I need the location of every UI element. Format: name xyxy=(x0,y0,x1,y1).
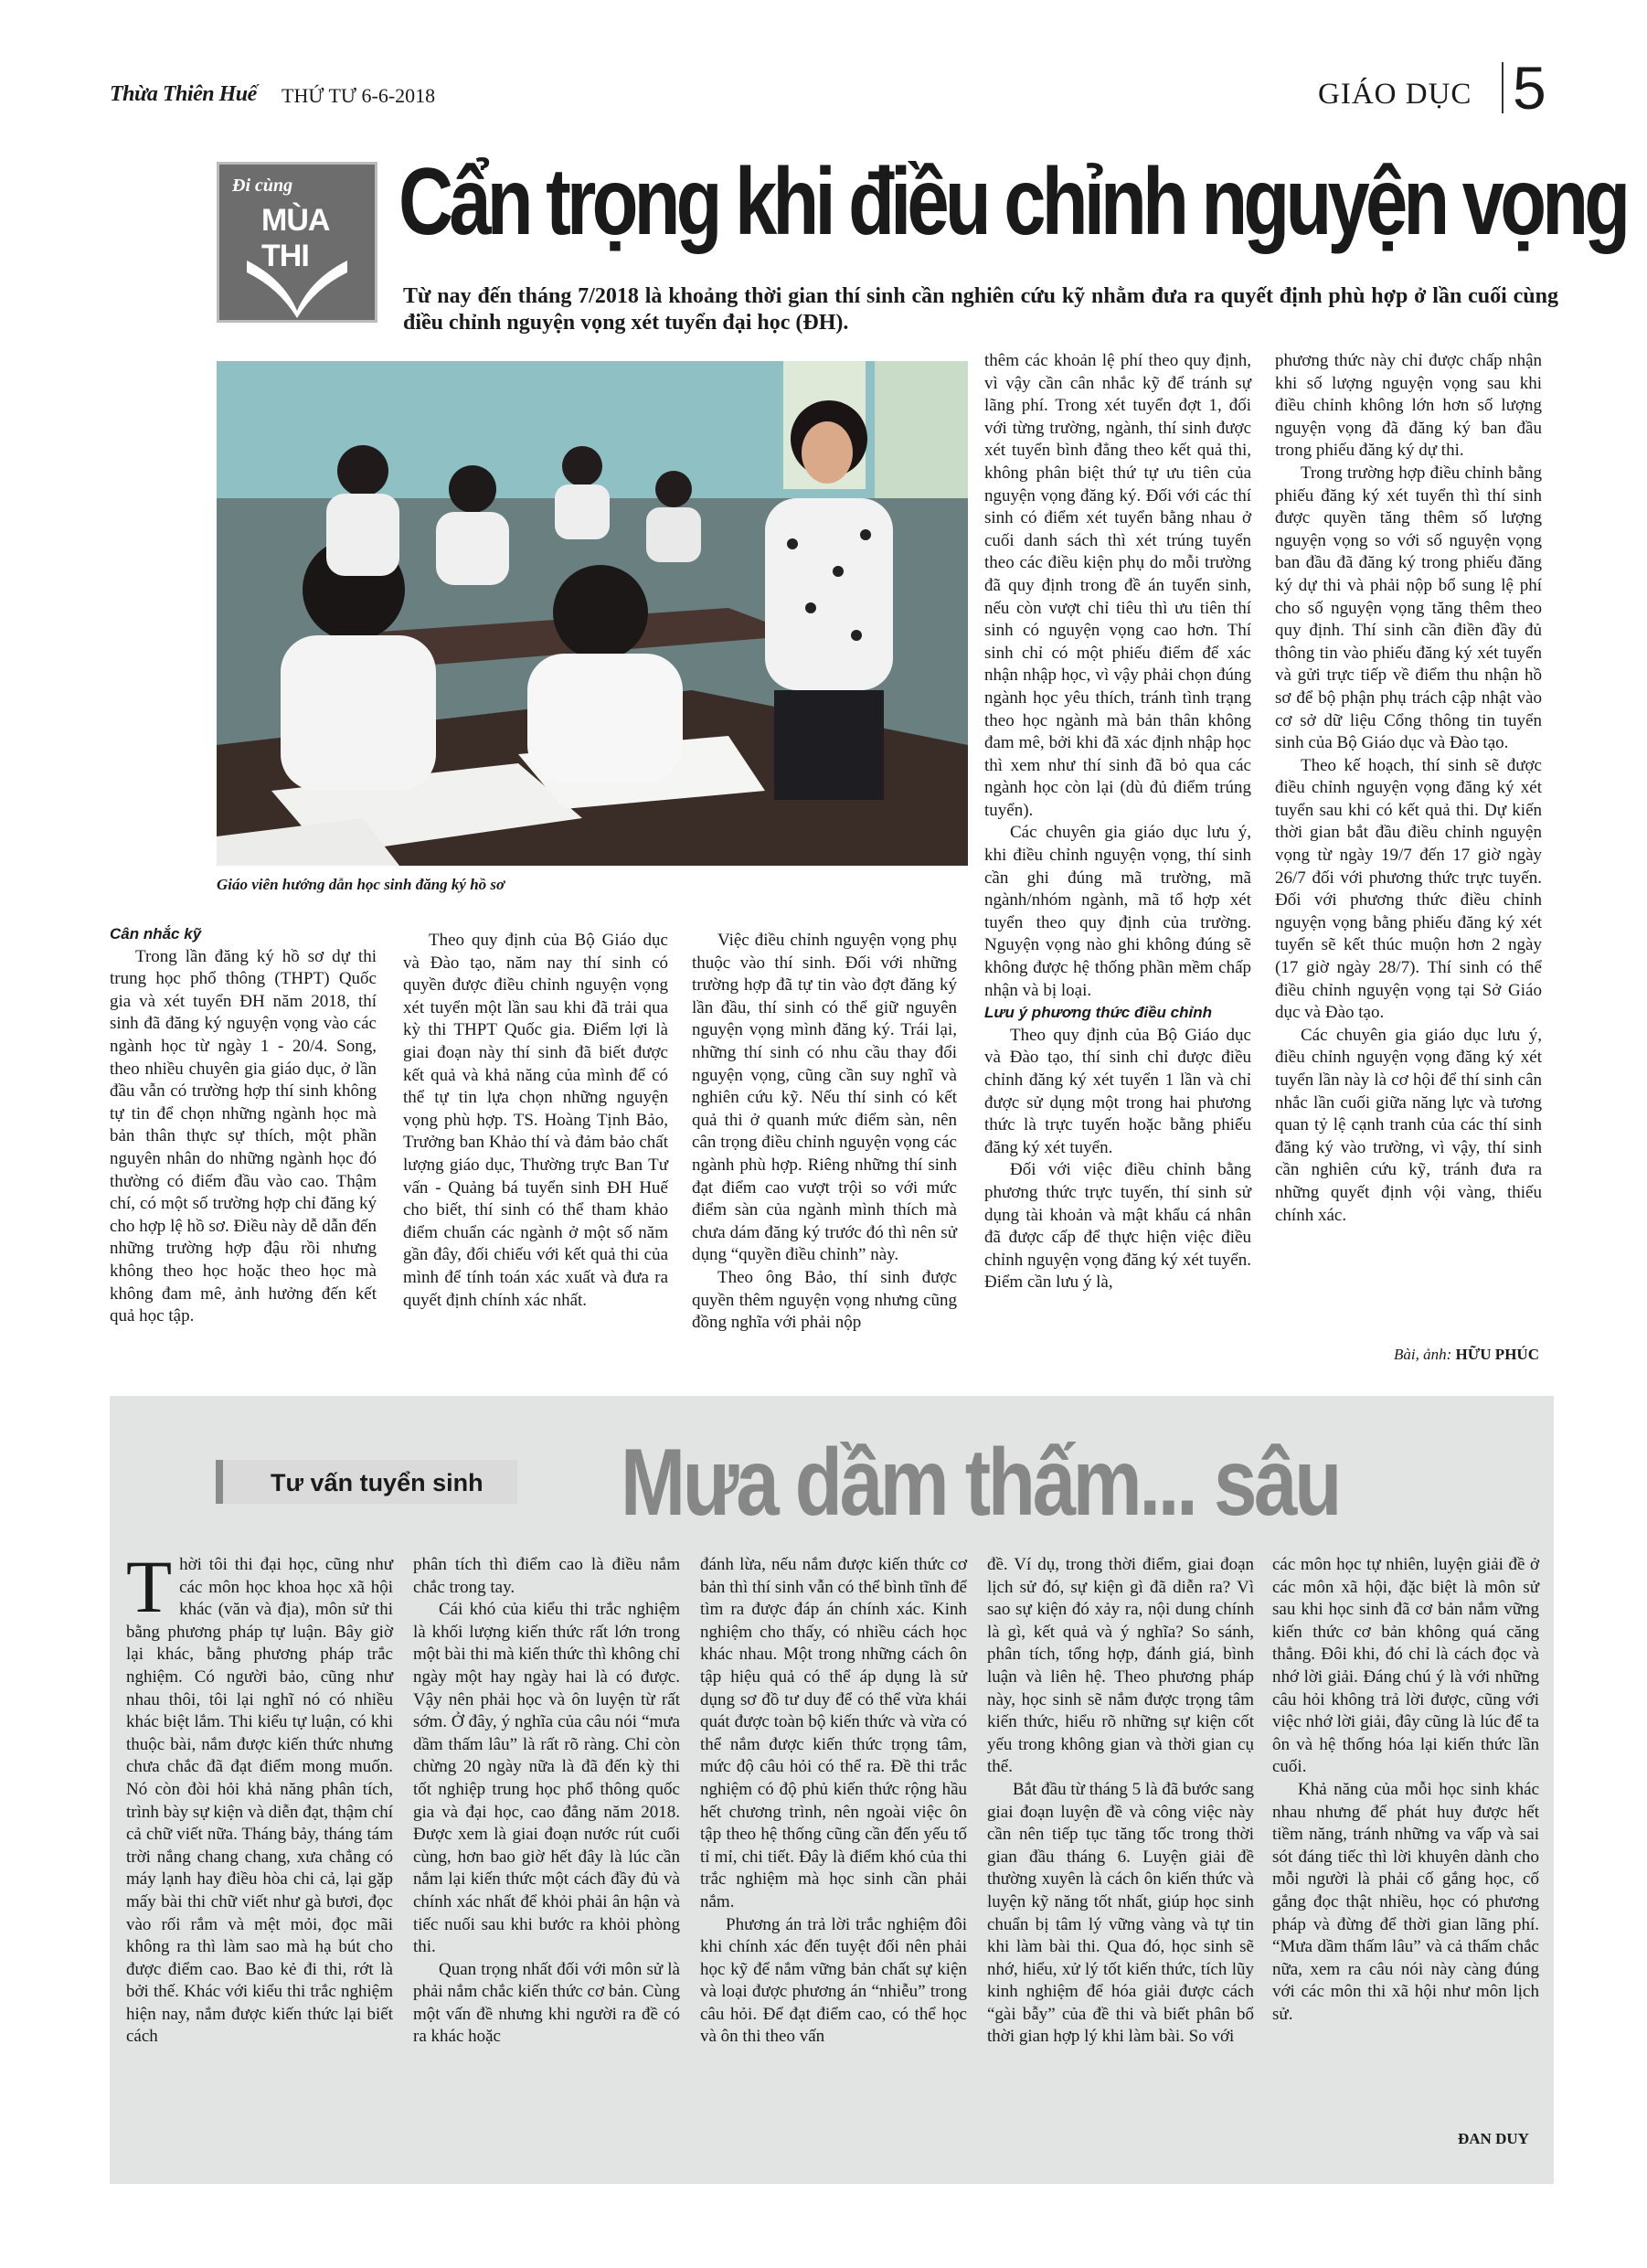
subhead: Cân nhắc kỹ xyxy=(110,925,202,942)
paragraph: Các chuyên gia giáo dục lưu ý, điều chỉnh nguyện vọng đăng ký xét tuyển lần này là cơ hội để thí sinh cân nhắc lần cuối giữa năng lực và tương quan tỷ lệ cạnh tranh của các thí sinh đăng ký vào trường, vì vậy, thí sinh cần nghiên cứu kỹ, tránh đưa ra những quyết định vội vàng, thiếu chính xác. xyxy=(1275,1025,1542,1225)
paragraph: Việc điều chỉnh nguyện vọng phụ thuộc vào thí sinh. Đối với những trường hợp đã tự tin vào đợt đăng ký lần đầu, thí sinh có thể giữ nguyên nguyện vọng mình đăng ký. Trái lại, những thí sinh có nhu cầu thay đổi nguyện vọng, cũng cần suy nghĩ và nghiên cứu kỹ. Nếu thí sinh có kết quả thi ở quanh mức điểm sàn, nên cân trọng điều chỉnh nguyện vọng các ngành phù hợp. Riêng những thí sinh đạt điểm cao vượt trội so với mức điểm sàn của ngành mình thích mà chưa dám đăng ký trước đó thì nên sử dụng “quyền điều chỉnh” này. xyxy=(692,931,957,1265)
paragraph: Trong lần đăng ký hồ sơ dự thi trung học phổ thông (THPT) Quốc gia và xét tuyển ĐH năm 2018, thí sinh đã đăng ký nguyện vọng vào các ngành học từ ngày 1 - 20/4. Song, theo nhiều chuyên gia giáo dục, ở lần đầu vẫn có trường hợp thí sinh không tự tin để chọn những ngành học mà bản thân thực sự thích, một phần nguyên nhân do những ngành học đó thường có điểm đầu vào cao. Thậm chí, có một số trường hợp chỉ đăng ký cho hợp lệ hồ sơ. Điều này dễ dẫn đến những trường hợp đậu rồi nhưng không theo học hoặc theo học mà không đam mê, ảnh hưởng đến kết quả học tập. xyxy=(110,946,377,1326)
paragraph: Quan trọng nhất đối với môn sử là phải nắm chắc kiến thức cơ bản. Cùng một vấn đề nhưng khi người ra đề có ra khác hoặc xyxy=(413,1959,680,2047)
classroom-illustration xyxy=(217,361,968,866)
article2-byline: ĐAN DUY xyxy=(1458,2130,1529,2147)
article1-column-3 xyxy=(692,930,957,1335)
header-divider xyxy=(1502,62,1504,113)
issue-date: THỨ TƯ 6-6-2018 xyxy=(282,84,436,107)
paragraph: phân tích thì điểm cao là điều nắm chắc trong tay. xyxy=(413,1555,680,1597)
article1-column-1 xyxy=(110,923,377,1328)
paragraph: các môn học tự nhiên, luyện giải đề ở các môn xã hội, đặc biệt là môn sử sau khi học sinh đã cơ bản nắm vững kiến thức cơ bản không quá căng thẳng. Đôi khi, đó chỉ là cách đọc và nhớ lời giải. Đáng chú ý là với những câu hỏi không trả lời được, cũng với việc nhớ lời giải, đây cũng là lúc để ta ôn và hệ thống hóa lại kiến thức lần cuối. xyxy=(1272,1555,1539,1777)
paragraph: Theo kế hoạch, thí sinh sẽ được điều chỉnh nguyện vọng đăng ký xét tuyển sau khi có kết quả thi. Dự kiến thời gian bắt đầu điều chỉnh nguyện vọng từ ngày 19/7 đến 17 giờ ngày 26/7 đối với phương thức trực tuyến. Đối với phương thức điều chỉnh nguyện vọng bằng phiếu đăng ký xét tuyển sẽ kết thúc muộn hơn 2 ngày (17 giờ ngày 28/7). Thí sinh có thể điều chỉnh nguyện vọng tại Sở Giáo dục và Đào tạo. xyxy=(1275,755,1542,1023)
paragraph: Khả năng của mỗi học sinh khác nhau nhưng để phát huy được hết tiềm năng, tránh những va vấp và sai sót đáng tiếc thì lời khuyên dành cho mỗi người là phải cố gắng học, cố gắng đọc thật nhiều, học có phương pháp và đừng để thời gian lãng phí. “Mưa dầm thấm lâu” và cả thấm chắc nữa, xem ra câu nói này càng đúng với các môn thi xã hội như môn lịch sử. xyxy=(1272,1779,1539,2024)
paragraph: Đối với việc điều chỉnh bằng phương thức trực tuyến, thí sinh sử dụng tài khoản và mật khẩu cá nhân đã được cấp để thực hiện việc điều chỉnh nguyện vọng đăng ký xét tuyển. Điểm cần lưu ý là, xyxy=(984,1160,1251,1293)
article2-column-5 xyxy=(1272,1554,1539,2026)
badge-main-text: MÙA THI xyxy=(261,203,329,273)
article1-byline xyxy=(1394,1346,1539,1364)
paragraph-text: hời tôi thi đại học, cũng như các môn học khoa học xã hội khác (văn và địa), môn sử thi bằng phương pháp tự luận. Bây giờ lại khác, bằng phương pháp trắc nghiệm. Có người bảo, cũng như nhau thôi, tôi lại nghĩ nó có nhiều khác biệt lắm. Thi kiểu tự luận, có khi thuộc bài, nắm được kiến thức nhưng chưa chắc đã đạt điểm mong muốn. Nó còn đòi hỏi khả năng phân tích, trình bày sự kiện và diễn đạt, thậm chí cả chữ viết nữa. Tháng bảy, tháng tám trời nắng chang chang, xưa chẳng có máy lạnh hay điều hòa chi cả, lại gặp mấy bài thi chữ viết như gà bươi, đọc vào rối rắm và mệt mỏi, đọc mãi không ra thì làm sao mà hạ bút cho được điểm cao. Bao kẻ đi thi, rớt là bởi thế. Khác với kiểu thi trắc nghiệm hiện nay, nắm được kiến thức lại biết cách xyxy=(126,1555,393,2047)
article2-column-4 xyxy=(987,1554,1254,2049)
paragraph: Theo quy định của Bộ Giáo dục và Đào tạo, thí sinh chỉ được điều chỉnh đăng ký xét tuyển 1 lần và chỉ được sử dụng một trong hai phương thức là trực tuyến hoặc bằng phiếu đăng ký xét tuyển. xyxy=(984,1025,1251,1157)
byline-author: HỮU PHÚC xyxy=(1455,1346,1539,1363)
paragraph: thêm các khoản lệ phí theo quy định, vì vậy cần cân nhắc kỹ để tránh sự lãng phí. Trong xét tuyển đợt 1, đối với từng trường, ngành, thí sinh được xét tuyển bình đẳng theo kết quả thi, không phân biệt thứ tự ưu tiên của nguyện vọng đăng ký. Đối với các thí sinh có điểm xét tuyển bằng nhau ở cuối danh sách thì xét trúng tuyển theo các điều kiện phụ do mỗi trường đã quy định trong đề án tuyển sinh, nếu còn vượt chỉ tiêu thì ưu tiên thí sinh có nguyện vọng cao hơn. Thí sinh chỉ có một phiếu điểm để xác nhận nhập học, vì vậy phải chọn đúng ngành học yêu thích, tránh tình trạng theo học ngành mà bản thân không đam mê, bởi khi đã xác định nhập học thì xem như thí sinh đã bỏ qua các ngành học còn lại (dù đủ điểm trúng tuyển). xyxy=(984,351,1251,820)
article1-column-5 xyxy=(1275,350,1542,1227)
photo-caption: Giáo viên hướng dẫn học sinh đăng ký hồ sơ xyxy=(217,876,505,893)
page-number: 5 xyxy=(1513,54,1546,122)
paragraph: đề. Ví dụ, trong thời điểm, giai đoạn lịch sử đó, sự kiện gì đã diễn ra? Vì sao sự kiện đó xảy ra, nội dung chính là gì, kết quả và ý nghĩa? So sánh, phân tích, tổng hợp, đánh giá, bình luận và liên hệ. Theo phương pháp này, học sinh sẽ nắm được trọng tâm kiến thức, hiểu rõ những sự kiện cốt yếu trong không gian và thời gian cụ thể. xyxy=(987,1555,1254,1777)
article2-tag xyxy=(216,1460,517,1504)
paragraph: Theo quy định của Bộ Giáo dục và Đào tạo, năm nay thí sinh có quyền được điều chỉnh nguyện vọng xét tuyển một lần sau khi đã trải qua kỳ thi THPT Quốc gia. Điểm lợi là giai đoạn này thí sinh đã biết được kết quả và khả năng của mình để có thể tự tin lựa chọn những nguyện vọng phù hợp. TS. Hoàng Tịnh Bảo, Trưởng ban Khảo thí và đảm bảo chất lượng giáo dục, Thường trực Ban Tư vấn - Quảng bá tuyển sinh ĐH Huế cho biết, thí sinh có thể tham khảo điểm chuẩn các ngành ở một số năm gần đây, đối chiếu với kết quả thi của mình để tính toán xác xuất và đưa ra quyết định chính xác nhất. xyxy=(403,931,668,1310)
paragraph: Phương án trả lời trắc nghiệm đôi khi chính xác đến tuyệt đối nên phải học kỹ để nắm vững bản chất sự kiện và loại được phương án “nhiễu” trong câu hỏi. Để đạt điểm cao, có thể học và ôn thi theo vấn xyxy=(700,1914,967,2047)
paragraph: đánh lừa, nếu nắm được kiến thức cơ bản thì thí sinh vẫn có thể bình tĩnh để tìm ra được đáp án chính xác. Kinh nghiệm cho thấy, có nhiều cách học khác nhau. Một trong những cách ôn tập hiệu quả có thể áp dụng là sử dụng sơ đồ tư duy để có thể vừa khái quát được toàn bộ kiến thức và vừa có thể nắm được kiến thức trọng tâm, mức độ câu hỏi có thể ra. Đề thi trắc nghiệm có độ phủ kiến thức rộng hầu hết chương trình, nên ngoài việc ôn tập theo hệ thống cũng cần đến yếu tố tỉ mỉ, chi tiết. Đây là điểm khó của thi trắc nghiệm mà học sinh cần phải nắm. xyxy=(700,1555,967,1911)
article1-photo xyxy=(217,361,968,866)
byline-prefix: Bài, ảnh: xyxy=(1394,1346,1452,1363)
article1-sapo: Từ nay đến tháng 7/2018 là khoảng thời gian thí sinh cần nghiên cứu kỹ nhằm đưa ra quyết định phù hợp ở lần cuối cùng điều chỉnh nguyện vọng xét tuyển đại học (ĐH). xyxy=(403,284,1558,335)
paragraph: Theo ông Bảo, thí sinh được quyền thêm nguyện vọng nhưng cũng đồng nghĩa với phải nộp xyxy=(692,1267,957,1333)
newspaper-name: Thừa Thiên Huế xyxy=(110,82,257,106)
paragraph: phương thức này chỉ được chấp nhận khi số lượng nguyện vọng sau khi điều chỉnh không lớn hơn số lượng nguyện vọng đã đăng ký ban đầu trong phiếu đăng ký dự thi. xyxy=(1275,351,1542,461)
article1-headline: Cẩn trọng khi điều chỉnh nguyện vọng xyxy=(398,149,1627,255)
article2-column-2 xyxy=(413,1554,680,2049)
paragraph: Bắt đầu từ tháng 5 là đã bước sang giai đoạn luyện đề và công việc này cần nên tiếp tục tăng tốc trong thời gian đầu tháng 6. Luyện giải đề thường xuyên là cách ôn kiến thức và luyện kỹ năng tốt nhất, giúp học sinh chuẩn bị tâm lý vững vàng và tự tin khi làm bài thi. Qua đó, học sinh sẽ nhớ, hiểu, xử lý tốt kiến thức, tích lũy kinh nghiệm để hóa giải được cách “gài bẫy” của đề thi và biết phân bổ thời gian hợp lý khi làm bài. So với xyxy=(987,1779,1254,2047)
subhead: Lưu ý phương thức điều chỉnh xyxy=(984,1004,1212,1022)
article2-column-3 xyxy=(700,1554,967,2049)
section-name: GIÁO DỤC xyxy=(1318,78,1472,111)
badge-top-text: Đi cùng xyxy=(232,176,293,196)
paragraph xyxy=(126,1545,393,2049)
series-badge xyxy=(217,162,377,323)
article1-column-2 xyxy=(403,930,668,1312)
article2-column-1 xyxy=(126,1545,393,2049)
article2-headline: Mưa dầm thấm... sâu xyxy=(621,1430,1340,1536)
article2-tag-label: Tư vấn tuyển sinh xyxy=(271,1469,483,1496)
paragraph: Các chuyên gia giáo dục lưu ý, khi điều chỉnh nguyện vọng, thí sinh cần ghi đúng mã trường, mã ngành/nhóm ngành, mã tổ hợp xét tuyển theo quy định của trường. Nguyện vọng nào ghi không đúng sẽ không được hệ thống phần mềm chấp nhận và bị loại. xyxy=(984,823,1251,1000)
paragraph: Cái khó của kiểu thi trắc nghiệm là khối lượng kiến thức rất lớn trong một bài thi mà kiến thức thì không chỉ ngày một hay ngày hai là có được. Vậy nên phải học và ôn luyện từ rất sớm. Ở đây, ý nghĩa của câu nói “mưa dầm thấm lâu” là rất rõ ràng. Chỉ còn chừng 20 ngày nữa là đã đến kỳ thi tốt nghiệp trung học phổ thông quốc gia và đại học, cao đẳng năm 2018. Được xem là giai đoạn nước rút cuối cùng, hơn bao giờ hết đây là lúc cần nắm lại kiến thức một cách đầy đủ và chính xác nhất để khỏi phải ân hận và tiếc nuối sau khi bước ra khỏi phòng thi. xyxy=(413,1600,680,1957)
article1-column-4 xyxy=(984,350,1251,1294)
drop-cap: T xyxy=(126,1545,173,1628)
paragraph: Trong trường hợp điều chỉnh bằng phiếu đăng ký xét tuyển thì thí sinh được quyền tăng thêm số lượng nguyện vọng so với số nguyện vọng ban đầu đã đăng ký trong phiếu đăng ký dự thi và phải nộp bổ sung lệ phí cho số nguyện vọng tăng thêm theo quy định. Thí sinh cần điền đầy đủ thông tin vào phiếu đăng ký xét tuyển và gửi trực tiếp về điểm thu nhận hồ sơ để bộ phận phụ trách cập nhật vào cơ sở dữ liệu Cổng thông tin tuyển sinh của Bộ Giáo dục và Đào tạo. xyxy=(1275,463,1542,753)
